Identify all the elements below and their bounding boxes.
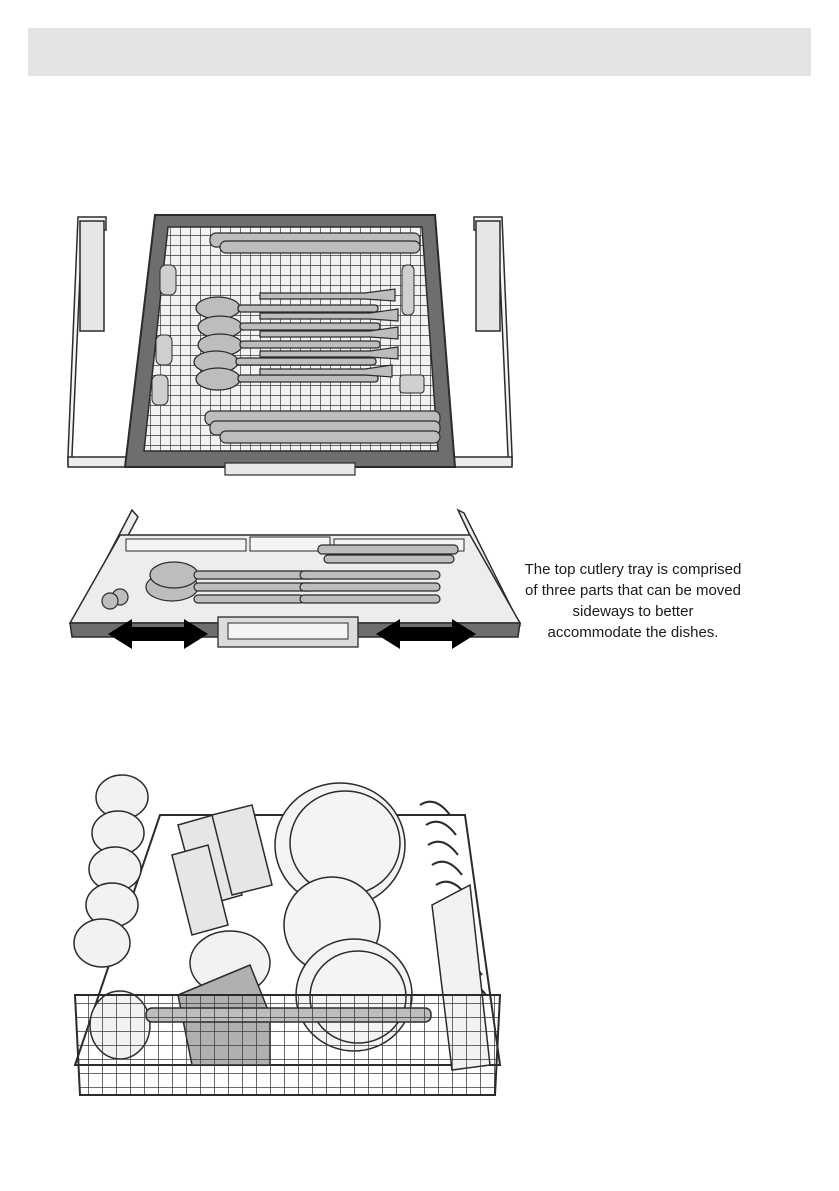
tray-caption: The top cutlery tray is comprised of three parts that can be moved sideways to better accommodate the dishes. bbox=[524, 561, 742, 641]
cutlery-tray-side-view bbox=[60, 505, 525, 665]
cutlery-tray-illustration-icon bbox=[60, 205, 520, 485]
dish-rack-illustration-icon bbox=[60, 765, 520, 1110]
sliding-tray-illustration-icon bbox=[60, 505, 525, 665]
lower-rack-loaded bbox=[60, 765, 520, 1110]
cutlery-tray-top-view bbox=[60, 205, 520, 485]
header-bar bbox=[28, 28, 811, 76]
